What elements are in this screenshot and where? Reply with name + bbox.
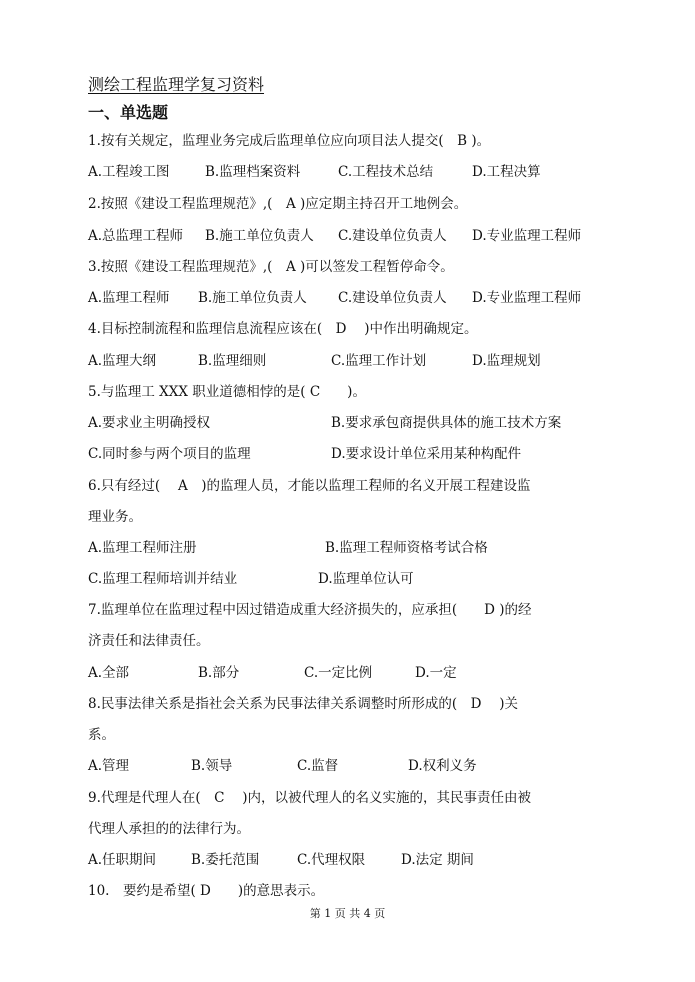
question-2: 2.按照《建设工程监理规范》,( A )应定期主持召开工地例会。 — [88, 196, 468, 212]
q7-option-d: D.一定 — [415, 665, 457, 681]
q6-option-d: D.监理单位认可 — [318, 571, 414, 587]
question-8-line-1: 8.民事法律关系是指社会关系为民事法律关系调整时所形成的( D )关 — [88, 696, 519, 712]
q7-option-a: A.全部 — [88, 665, 130, 681]
q4-option-a: A.监理大纲 — [88, 353, 157, 369]
page-footer: 第 1 页 共 4 页 — [309, 907, 386, 920]
question-4: 4.目标控制流程和监理信息流程应该在( D )中作出明确规定。 — [88, 321, 478, 337]
q2-option-a: A.总监理工程师 — [88, 228, 184, 244]
section-heading: 一、单选题 — [88, 103, 169, 122]
q8-option-b: B.领导 — [191, 758, 233, 774]
q1-option-d: D.工程决算 — [472, 164, 541, 180]
q5-option-c: C.同时参与两个项目的监理 — [88, 446, 251, 462]
question-8-line-2: 系。 — [88, 727, 115, 743]
question-6-line-2: 理业务。 — [88, 509, 142, 525]
q1-option-b: B.监理档案资料 — [205, 164, 301, 180]
document-title: 测绘工程监理学复习资料 — [88, 75, 265, 94]
question-9-line-1: 9.代理是代理人在( C )内，以被代理人的名义实施的，其民事责任由被 — [88, 790, 532, 806]
q2-option-b: B.施工单位负责人 — [205, 228, 314, 244]
q3-option-d: D.专业监理工程师 — [472, 290, 582, 306]
q1-option-a: A.工程竣工图 — [88, 164, 170, 180]
question-3: 3.按照《建设工程监理规范》,( A )可以签发工程暂停命令。 — [88, 259, 454, 275]
q7-option-b: B.部分 — [198, 665, 240, 681]
q8-option-c: C.监督 — [297, 758, 339, 774]
q8-option-a: A.管理 — [88, 758, 130, 774]
question-10: 10. 要约是希望( D )的意思表示。 — [88, 883, 325, 899]
q2-option-d: D.专业监理工程师 — [472, 228, 582, 244]
question-9-line-2: 代理人承担的的法律行为。 — [88, 821, 250, 837]
question-7-line-1: 7.监理单位在监理过程中因过错造成重大经济损失的，应承担( D )的经 — [88, 602, 532, 618]
q4-option-b: B.监理细则 — [198, 353, 267, 369]
q9-option-b: B.委托范围 — [191, 852, 260, 868]
q7-option-c: C.一定比例 — [304, 665, 373, 681]
q4-option-c: C.监理工作计划 — [331, 353, 427, 369]
question-6-line-1: 6.只有经过( A )的监理人员，才能以监理工程师的名义开展工程建设监 — [88, 478, 531, 494]
question-1: 1.按有关规定，监理业务完成后监理单位应向项目法人提交( B )。 — [88, 133, 491, 149]
q9-option-c: C.代理权限 — [297, 852, 366, 868]
q6-option-a: A.监理工程师注册 — [88, 540, 197, 556]
q5-option-a: A.要求业主明确授权 — [88, 415, 211, 431]
q3-option-c: C.建设单位负责人 — [338, 290, 447, 306]
q2-option-c: C.建设单位负责人 — [338, 228, 447, 244]
q3-option-a: A.监理工程师 — [88, 290, 170, 306]
q4-option-d: D.监理规划 — [472, 353, 541, 369]
q8-option-d: D.权利义务 — [408, 758, 477, 774]
q3-option-b: B.施工单位负责人 — [198, 290, 307, 306]
q6-option-c: C.监理工程师培训并结业 — [88, 571, 238, 587]
q6-option-b: B.监理工程师资格考试合格 — [325, 540, 488, 556]
q5-option-b: B.要求承包商提供具体的施工技术方案 — [331, 415, 562, 431]
q9-option-d: D.法定 期间 — [401, 852, 474, 868]
q9-option-a: A.任职期间 — [88, 852, 157, 868]
q1-option-c: C.工程技术总结 — [338, 164, 434, 180]
question-7-line-2: 济责任和法律责任。 — [88, 633, 210, 649]
question-5: 5.与监理工 XXX 职业道德相悖的是( C )。 — [88, 384, 366, 400]
q5-option-d: D.要求设计单位采用某种构配件 — [331, 446, 522, 462]
